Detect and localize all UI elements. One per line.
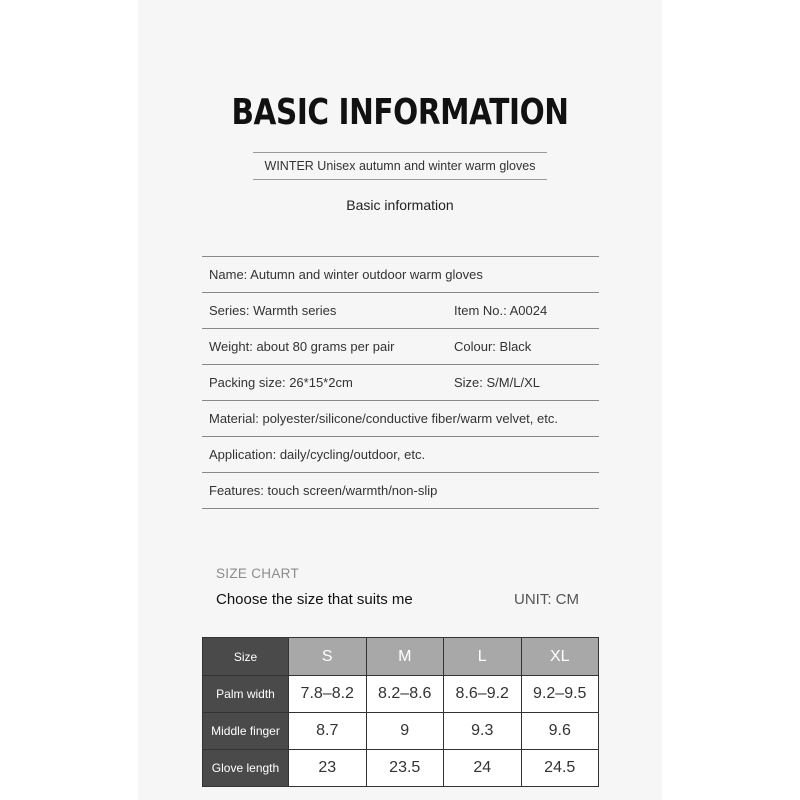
size-header-cell: M xyxy=(366,638,444,676)
table-row xyxy=(203,676,599,713)
size-chart-prompt: Choose the size that suits me xyxy=(216,591,413,608)
table-cell: 9.2–9.5 xyxy=(521,676,599,713)
page-title: BASIC INFORMATION xyxy=(231,92,569,133)
info-application: Application: daily/cycling/outdoor, etc. xyxy=(209,447,426,462)
info-row xyxy=(202,257,599,293)
table-cell: 23.5 xyxy=(366,750,444,787)
info-table xyxy=(202,256,599,509)
table-cell: 9.6 xyxy=(521,713,599,750)
table-cell: 9.3 xyxy=(444,713,522,750)
size-chart-label: SIZE CHART xyxy=(216,566,300,581)
table-row xyxy=(203,713,599,750)
info-row xyxy=(202,365,599,401)
table-cell: 8.2–8.6 xyxy=(366,676,444,713)
table-cell: 8.7 xyxy=(289,713,367,750)
size-chart-table xyxy=(202,637,599,787)
size-chart-unit: UNIT: CM xyxy=(514,591,579,608)
table-cell: 9 xyxy=(366,713,444,750)
info-weight: Weight: about 80 grams per pair xyxy=(209,339,395,354)
info-row xyxy=(202,293,599,329)
info-item-no: Item No.: A0024 xyxy=(454,303,548,318)
row-label: Glove length xyxy=(203,750,289,787)
table-cell: 24.5 xyxy=(521,750,599,787)
info-row xyxy=(202,437,599,473)
info-series: Series: Warmth series xyxy=(209,303,337,318)
info-row xyxy=(202,473,599,509)
info-packing-size: Packing size: 26*15*2cm xyxy=(209,375,353,390)
info-size: Size: S/M/L/XL xyxy=(454,375,540,390)
size-header-row xyxy=(203,638,599,676)
table-row xyxy=(203,750,599,787)
size-header-cell: L xyxy=(444,638,522,676)
size-header-cell: XL xyxy=(521,638,599,676)
table-cell: 8.6–9.2 xyxy=(444,676,522,713)
section-heading: Basic information xyxy=(346,197,454,213)
table-cell: 7.8–8.2 xyxy=(289,676,367,713)
info-name: Name: Autumn and winter outdoor warm gloves xyxy=(209,267,483,282)
info-colour: Colour: Black xyxy=(454,339,532,354)
info-features: Features: touch screen/warmth/non-slip xyxy=(209,483,438,498)
info-material: Material: polyester/silicone/conductive fiber/warm velvet, etc. xyxy=(209,411,558,426)
row-label: Middle finger xyxy=(203,713,289,750)
size-header-cell: S xyxy=(289,638,367,676)
info-row xyxy=(202,401,599,437)
row-label: Palm width xyxy=(203,676,289,713)
info-row xyxy=(202,329,599,365)
size-header-cell: Size xyxy=(203,638,289,676)
table-cell: 23 xyxy=(289,750,367,787)
table-cell: 24 xyxy=(444,750,522,787)
product-subtitle: WINTER Unisex autumn and winter warm gloves xyxy=(253,152,547,180)
